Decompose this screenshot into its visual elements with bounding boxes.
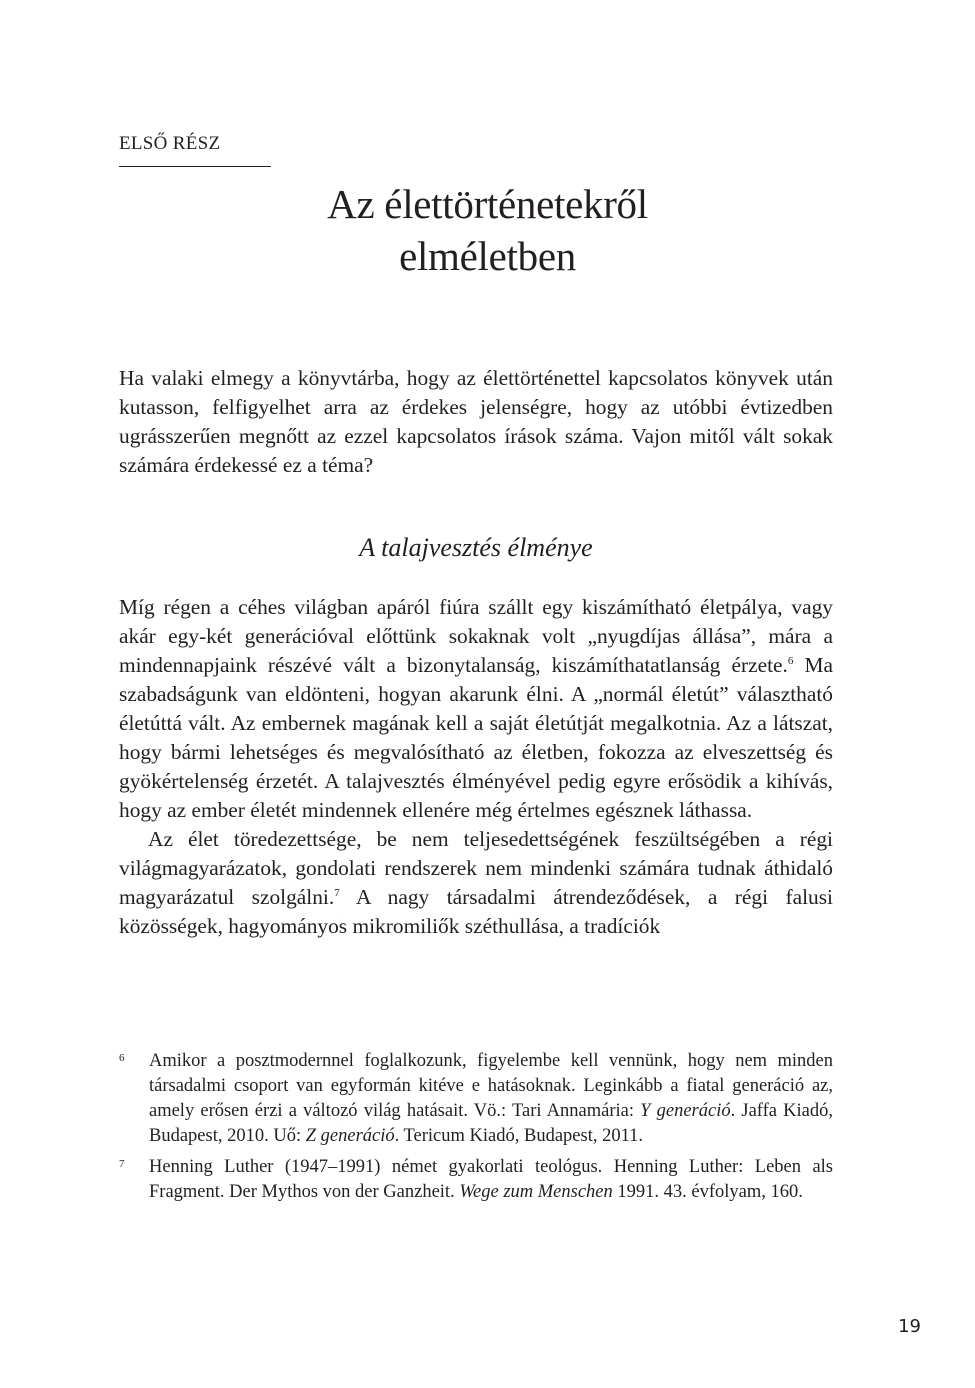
footnote-number: 7: [119, 1158, 125, 1170]
paragraph-2-text-b: A nagy társadalmi átrendeződések, a régi falusi közösségek, hagyományos mikromiliők széthullása, a tradíciók: [119, 885, 833, 938]
footnote-number: 6: [119, 1052, 125, 1064]
paragraph-1-text-b: Ma szabadságunk van eldönteni, hogyan akarunk élni. A „normál életút” választható életúttá vált. Az embernek magának kell a saját életútját megalkotnia. Az a látszat, hogy bármi lehetséges és megvalósítható az életben, fokozza az elveszettség és gyökértelenség érzetét. A talajvesztés élményével pedig egyre erősödik a kihívás, hogy az ember életét mindennek ellenére még értelmes egésznek láthassa.: [119, 653, 833, 822]
part-divider: [119, 166, 271, 167]
footnote-italic-title: Z generáció: [305, 1126, 395, 1146]
part-label: ELSŐ RÉSZ: [119, 133, 221, 154]
chapter-title: [200, 178, 775, 282]
intro-paragraph: Ha valaki elmegy a könyvtárba, hogy az élettörténettel kapcsolatos könyvek után kutasson, felfigyelhet arra az érdekes jelenségre, hogy az utóbbi évtizedben ugrásszerűen megnőtt az ezzel kapcsolatos írások száma. Vajon mitől vált sokak számára érdekessé ez a téma?: [119, 366, 833, 477]
footnote-text: 1991. 43. évfolyam, 160.: [612, 1182, 803, 1202]
footnote-text: Henning Luther (1947–1991) német gyakorlati teológus. Henning Luther: Leben als Fragment. Der Mythos von der Ganzheit.: [149, 1157, 833, 1202]
footnotes: [119, 1049, 833, 1211]
chapter-title-line-2: elméletben: [399, 233, 576, 279]
section-heading: A talajvesztés élménye: [359, 533, 593, 562]
footnote-italic-title: Wege zum Menschen: [459, 1182, 613, 1202]
body-paragraph-1: [119, 593, 833, 825]
body-paragraph-2: [119, 825, 833, 941]
footnote-text: Amikor a posztmodernnel foglalkozunk, figyelembe kell vennünk, hogy nem minden társadalmi csoport van egyformán kitéve e hatásoknak. Leginkább a fiatal generáció az, amely erősen érzi a változó világ hatásait. Vö.: Tari Annamária:: [149, 1051, 833, 1121]
footnote-ref-7[interactable]: 7: [334, 887, 340, 899]
main-text: [119, 593, 833, 941]
footnote-6: [119, 1049, 833, 1149]
footnote-italic-title: Y generáció: [640, 1101, 731, 1121]
footnote-ref-6[interactable]: 6: [787, 655, 794, 667]
page-number: 19: [898, 1316, 921, 1337]
footnote-7: [119, 1155, 833, 1205]
chapter-title-line-1: Az élettörténetekről: [327, 181, 648, 227]
paragraph-1-text-a: Míg régen a céhes világban apáról fiúra szállt egy kiszámítható életpálya, vagy akár egy-két generációval előttünk sokaknak volt „nyugdíjas állása”, mára a mindennapjaink részévé vált a bizonytalanság, kiszámíthatatlanság érzete.: [119, 595, 833, 677]
footnote-text: . Tericum Kiadó, Budapest, 2011.: [394, 1126, 644, 1146]
footnote-text: . Jaffa Kiadó, Budapest, 2010. Uő:: [149, 1101, 833, 1146]
paragraph-2-text-a: Az élet töredezettsége, be nem teljesedettségének feszültségében a régi világmagyarázatok, gondolati rendszerek nem mindenki számára tudnak áthidaló magyarázatul szolgálni.: [119, 827, 833, 909]
